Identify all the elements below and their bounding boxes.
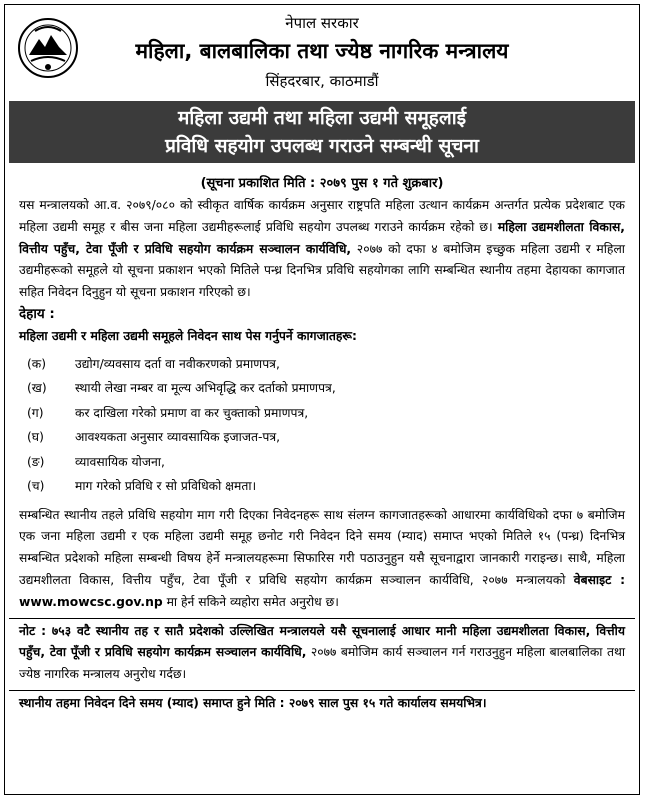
ministry-name: महिला, बालबालिका तथा ज्येष्ठ नागरिक मन्त्रालय (135, 39, 509, 63)
list-item (19, 425, 625, 450)
item-text: माग गरेको प्रविधि र सो प्रविधिको क्षमता। (75, 479, 257, 494)
intro-paragraph (19, 195, 625, 304)
header (5, 5, 639, 99)
item-number: (क) (27, 356, 47, 371)
website-link[interactable]: www.mowcsc.gov.np (19, 594, 163, 609)
intro-text-2: २०७७ को दफा ४ बमोजिम इच्छुक महिला उद्यमी र महिला उद्यमीहरूको समूहले यो सूचना प्रकाशन भएको मितिले पन्ध्र दिनभित्र प्रविधि सहयोगका लागि सम्बन्धित स्थानीय तहमा देहायका कागजात सहित निवेदन दिनुहुन यो सूचना प्रकाशन गरिएको छ। (19, 241, 625, 300)
item-text: उद्योग/व्यवसाय दर्ता वा नवीकरणको प्रमाणपत्र, (75, 356, 280, 371)
item-number: (ग) (27, 405, 44, 420)
item-text: स्थायी लेखा नम्बर वा मूल्य अभिवृद्धि कर दर्ताको प्रमाणपत्र, (75, 381, 336, 396)
dehay-label: देहाय : (19, 305, 55, 322)
ministry-location: सिंहदरबार, काठमाडौं (265, 72, 379, 90)
item-text: आवश्यकता अनुसार व्यावसायिक इजाजत-पत्र, (75, 430, 281, 445)
intro-text-1: यस मन्त्रालयको आ.व. २०७९/०८० को स्वीकृत वार्षिक कार्यक्रम अनुसार राष्ट्रपति महिला उत्थान कार्यक्रम अन्तर्गत प्रत्येक प्रदेशबाट एक महिला उद्यमी समूह र बीस जना महिला उद्यमीहरूलाई प्रविधि सहयोग उपलब्ध गराउने कार्यक्रम रहेको छ। (19, 198, 625, 234)
notice-title-line2: प्रविधि सहयोग उपलब्ध गराउने सम्बन्धी सूचना (165, 135, 479, 157)
documents-heading: महिला उद्यमी र महिला उद्यमी समूहले निवेदन साथ पेस गर्नुपर्ने कागजातहरू: (19, 328, 357, 343)
publication-date: (सूचना प्रकाशित मिति : २०७९ पुस १ गते शुक्रबार) (200, 176, 444, 191)
divider (9, 618, 635, 619)
notice-title-banner (9, 101, 635, 163)
list-item (19, 352, 625, 377)
note-text: २०७७ बमोजिम कार्य सञ्चालन गर्न गराउनुहुन महिला बालबालिका तथा ज्येष्ठ नागरिक मन्त्रालय अनुरोध गर्दछ। (19, 645, 625, 682)
recommendation-tail: मा हेर्न सकिने व्यहोरा समेत अनुरोध छ। (162, 594, 339, 609)
documents-list (19, 352, 625, 499)
note-paragraph (19, 621, 625, 686)
deadline-text: स्थानीय तहमा निवेदन दिने समय (म्याद) समाप्त हुने मिति : २०७९ साल पुस १५ गते कार्यालय समयभित्र। (19, 695, 487, 710)
divider (9, 690, 635, 691)
item-text: कर दाखिला गरेको प्रमाण वा कर चुक्ताको प्रमाणपत्र, (75, 405, 309, 420)
item-number: (ङ) (27, 454, 45, 469)
item-number: (ख) (27, 381, 47, 396)
list-item (19, 474, 625, 499)
list-item (19, 401, 625, 426)
recommendation-paragraph (19, 505, 625, 614)
intro-procedure-name: महिला उद्यमशीलता विकास, वित्तीय पहुँच, टेवा पूँजी र प्रविधि सहयोग कार्यक्रम सञ्चालन कार्यविधि, (19, 219, 625, 256)
notice-body (19, 195, 625, 715)
note-bold-text: नोट : ७५३ वटै स्थानीय तह र सातै प्रदेशको उल्लिखित मन्त्रालयले यसै सूचनालाई आधार मानी महिला उद्यमशीलता विकास, वित्तीय पहुँच, टेवा पूँजी र प्रविधि सहयोग कार्यक्रम सञ्चालन कार्यविधि, (19, 623, 625, 660)
notice-title-line1: महिला उद्यमी तथा महिला उद्यमी समूहलाई (177, 107, 467, 129)
notice-frame (4, 4, 640, 795)
recommendation-text: सम्बन्धित स्थानीय तहले प्रविधि सहयोग माग गरी दिएका निवेदनहरू साथ संलग्न कागजातहरूको आधारमा कार्यविधिको दफा ७ बमोजिम एक जना महिला उद्यमी र एक महिला उद्यमी समूह छनोट गरी निवेदन दिने समय (म्याद) समाप्त भएको मितिले १५ (पन्ध्र) दिनभित्र सम्बन्धित प्रदेशको महिला सम्बन्धी विषय हेर्ने मन्त्रालयहरूमा सिफारिस गरी पठाउनुहुन यसै सूचनाद्वारा जानकारी गराइन्छ। साथै, महिला उद्यमशीलता विकास, वित्तीय पहुँच, टेवा पूँजी र प्रविधि सहयोग कार्यक्रम सञ्चालन कार्यविधि, २०७७ मन्त्रालयको (19, 507, 625, 587)
website-label: वेबसाइट : (573, 572, 625, 587)
government-name: नेपाल सरकार (285, 14, 359, 32)
list-item (19, 376, 625, 401)
list-item (19, 450, 625, 475)
item-number: (च) (27, 479, 45, 494)
item-text: व्यावसायिक योजना, (75, 454, 165, 469)
item-number: (घ) (27, 430, 44, 445)
